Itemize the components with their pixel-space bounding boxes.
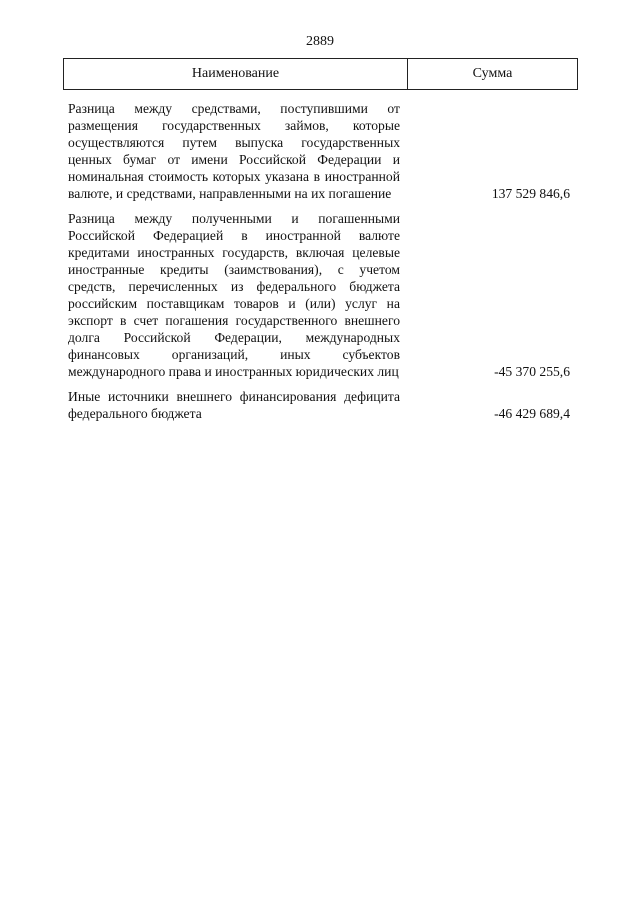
row-description: Иные источники внешнего финансирования дефицита федерального бюджета: [68, 389, 400, 421]
page-number: 2889: [306, 34, 334, 49]
table-row: [68, 210, 576, 380]
table-header: [63, 58, 578, 90]
column-header-sum: Сумма: [472, 66, 513, 81]
table-body: [68, 100, 576, 430]
row-description: Разница между полученными и погашенными Российской Федерацией в иностранной валюте кредитами иностранных государств, включая целевые иностранные кредиты (заимствования), с учетом средств, перечисленных из федерального бюджета российским поставщикам товаров и (или) услуг на экспорт в счет погашения государственного внешнего долга Российской Федерации, международных финансовых организаций, иных субъектов международного права и иностранных юридических лиц: [68, 211, 400, 379]
column-header-name: Наименование: [64, 59, 408, 89]
table-row: [68, 388, 576, 422]
row-amount: -46 429 689,4: [494, 406, 570, 421]
table-row: [68, 100, 576, 202]
row-amount: 137 529 846,6: [491, 186, 570, 201]
row-description: Разница между средствами, поступившими от размещения государственных займов, которые осуществляются путем выпуска государственных ценных бумаг от имени Российской Федерации и номинальная стоимость которых указана в иностранной валюте, и средствами, направленными на их погашение: [68, 101, 400, 201]
row-amount: -45 370 255,6: [494, 364, 570, 379]
